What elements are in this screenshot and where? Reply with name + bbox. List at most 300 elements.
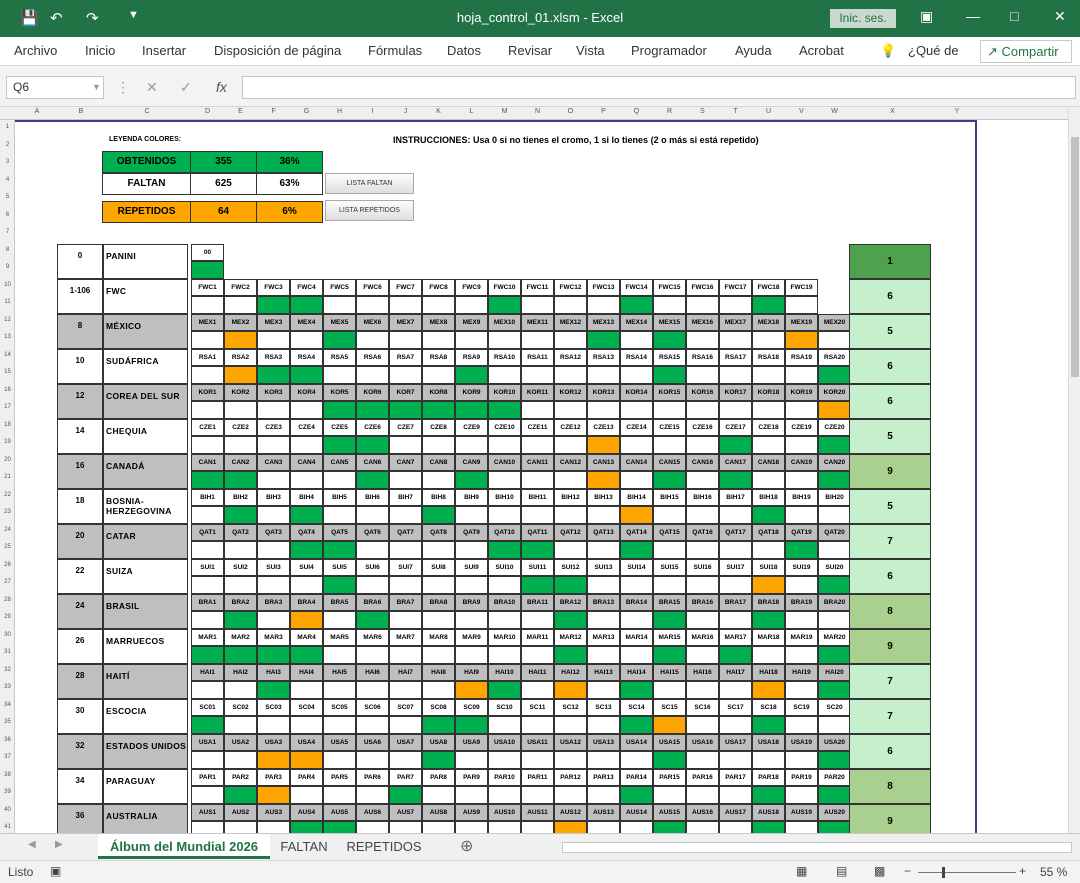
sticker-status-cell[interactable] — [719, 296, 752, 314]
column-header[interactable]: F — [271, 108, 276, 115]
row-header[interactable]: 27 — [4, 579, 11, 585]
sticker-status-cell[interactable] — [686, 576, 719, 594]
sticker-status-cell[interactable] — [389, 401, 422, 419]
sticker-status-cell[interactable] — [620, 471, 653, 489]
sticker-status-cell[interactable] — [521, 401, 554, 419]
sticker-status-cell[interactable] — [686, 506, 719, 524]
sticker-status-cell[interactable] — [257, 716, 290, 734]
sticker-status-cell[interactable] — [620, 821, 653, 833]
sticker-status-cell[interactable] — [587, 716, 620, 734]
tab-inicio[interactable]: Inicio — [85, 43, 116, 58]
sticker-status-cell[interactable] — [653, 366, 686, 384]
row-header[interactable]: 4 — [5, 176, 10, 183]
sticker-status-cell[interactable] — [785, 716, 818, 734]
sticker-status-cell[interactable] — [422, 576, 455, 594]
sticker-status-cell[interactable] — [422, 646, 455, 664]
sticker-status-cell[interactable] — [752, 506, 785, 524]
sticker-status-cell[interactable] — [785, 401, 818, 419]
column-header[interactable]: N — [534, 108, 541, 115]
sticker-status-cell[interactable] — [521, 681, 554, 699]
sticker-status-cell[interactable] — [521, 331, 554, 349]
sticker-status-cell[interactable] — [191, 681, 224, 699]
sticker-status-cell[interactable] — [587, 436, 620, 454]
sticker-status-cell[interactable] — [752, 646, 785, 664]
tab-programador[interactable]: Programador — [631, 43, 707, 58]
sticker-status-cell[interactable] — [191, 786, 224, 804]
sticker-status-cell[interactable] — [554, 401, 587, 419]
sticker-status-cell[interactable] — [257, 506, 290, 524]
normal-view-icon[interactable]: ▦ — [796, 864, 808, 878]
sticker-status-cell[interactable] — [224, 471, 257, 489]
sticker-status-cell[interactable] — [818, 436, 851, 454]
tab-datos[interactable]: Datos — [447, 43, 481, 58]
sticker-status-cell[interactable] — [653, 751, 686, 769]
sticker-status-cell[interactable] — [455, 296, 488, 314]
sticker-status-cell[interactable] — [257, 821, 290, 833]
sticker-status-cell[interactable] — [191, 576, 224, 594]
tab-formulas[interactable]: Fórmulas — [368, 43, 423, 58]
sticker-status-cell[interactable] — [818, 681, 851, 699]
sticker-status-cell[interactable] — [686, 331, 719, 349]
sticker-status-cell[interactable] — [455, 436, 488, 454]
row-header[interactable]: 16 — [4, 386, 11, 393]
sticker-status-cell[interactable] — [191, 716, 224, 734]
row-header[interactable]: 36 — [4, 736, 11, 743]
row-header[interactable]: 40 — [4, 806, 11, 813]
tab-acrobat[interactable]: Acrobat — [799, 43, 844, 58]
sticker-status-cell[interactable] — [653, 471, 686, 489]
tab-disposicion[interactable]: Disposición de página — [214, 43, 342, 58]
sticker-status-cell[interactable] — [191, 296, 224, 314]
column-header[interactable]: E — [238, 108, 243, 115]
sticker-status-cell[interactable] — [488, 331, 521, 349]
column-header[interactable]: L — [469, 108, 474, 115]
sticker-status-cell[interactable] — [521, 646, 554, 664]
sticker-status-cell[interactable] — [620, 576, 653, 594]
minimize-icon[interactable]: — — [966, 8, 980, 24]
save-icon[interactable]: 💾 — [20, 10, 39, 27]
sticker-status-cell[interactable] — [257, 646, 290, 664]
sticker-status-cell[interactable] — [290, 506, 323, 524]
sticker-status-cell[interactable] — [488, 366, 521, 384]
sticker-status-cell[interactable] — [290, 681, 323, 699]
sticker-status-cell[interactable] — [191, 506, 224, 524]
sticker-status-cell[interactable] — [719, 576, 752, 594]
sticker-status-cell[interactable] — [455, 401, 488, 419]
sticker-status-cell[interactable] — [389, 576, 422, 594]
sticker-status-cell[interactable] — [290, 541, 323, 559]
sticker-status-cell[interactable] — [422, 366, 455, 384]
sticker-status-cell[interactable] — [686, 366, 719, 384]
sticker-status-cell[interactable] — [521, 506, 554, 524]
sticker-status-cell[interactable] — [554, 611, 587, 629]
column-header[interactable]: K — [436, 108, 441, 115]
sticker-status-cell[interactable] — [818, 751, 851, 769]
sticker-status-cell[interactable] — [521, 611, 554, 629]
sticker-status-cell[interactable] — [356, 716, 389, 734]
sticker-status-cell[interactable] — [686, 611, 719, 629]
sticker-status-cell[interactable] — [356, 331, 389, 349]
sticker-status-cell[interactable] — [620, 296, 653, 314]
sticker-status-cell[interactable] — [686, 471, 719, 489]
sticker-status-cell[interactable] — [719, 506, 752, 524]
sticker-status-cell[interactable] — [587, 611, 620, 629]
sticker-status-cell[interactable] — [587, 366, 620, 384]
sticker-status-cell[interactable] — [422, 821, 455, 833]
sticker-status-cell[interactable] — [323, 296, 356, 314]
vertical-scrollbar[interactable] — [1068, 107, 1080, 833]
sticker-status-cell[interactable] — [620, 646, 653, 664]
share-button[interactable] — [980, 40, 1072, 63]
sticker-status-cell[interactable] — [422, 401, 455, 419]
column-header[interactable]: Y — [954, 108, 960, 115]
sticker-status-cell[interactable] — [455, 331, 488, 349]
row-header[interactable]: 8 — [5, 246, 10, 253]
sticker-status-cell[interactable] — [653, 401, 686, 419]
sticker-status-cell[interactable] — [389, 366, 422, 384]
sticker-status-cell[interactable] — [455, 611, 488, 629]
zoom-level[interactable]: 55 % — [1040, 865, 1068, 879]
zoom-in-icon[interactable]: + — [1019, 864, 1027, 878]
sticker-status-cell[interactable] — [521, 786, 554, 804]
sticker-status-cell[interactable] — [191, 751, 224, 769]
sticker-status-cell[interactable] — [719, 541, 752, 559]
sticker-status-cell[interactable] — [422, 716, 455, 734]
insert-function-icon[interactable]: fx — [216, 79, 227, 95]
sticker-status-cell[interactable] — [686, 821, 719, 833]
sticker-status-cell[interactable] — [719, 786, 752, 804]
column-header[interactable]: G — [303, 108, 310, 115]
row-header[interactable]: 20 — [4, 456, 11, 463]
lista-faltan-button[interactable]: LISTA FALTAN — [325, 173, 414, 194]
add-sheet-icon[interactable]: ⊕ — [460, 838, 474, 855]
sticker-status-cell[interactable] — [818, 541, 851, 559]
sticker-status-cell[interactable] — [455, 506, 488, 524]
sticker-status-cell[interactable] — [554, 681, 587, 699]
sticker-status-cell[interactable] — [422, 541, 455, 559]
sticker-status-cell[interactable] — [488, 506, 521, 524]
sticker-status-cell[interactable] — [653, 296, 686, 314]
tab-ayuda[interactable]: Ayuda — [735, 43, 772, 58]
column-header[interactable]: Q — [633, 108, 640, 115]
sticker-status-cell[interactable] — [719, 436, 752, 454]
sticker-status-cell[interactable] — [818, 611, 851, 629]
sticker-status-cell[interactable] — [323, 541, 356, 559]
sheet-tab-album[interactable]: Álbum del Mundial 2026 — [98, 834, 270, 859]
sticker-status-cell[interactable] — [653, 681, 686, 699]
sticker-status-cell[interactable] — [224, 786, 257, 804]
sticker-status-cell[interactable] — [356, 611, 389, 629]
row-header[interactable]: 30 — [4, 631, 11, 638]
sticker-status-cell[interactable] — [686, 541, 719, 559]
sticker-status-cell[interactable] — [224, 646, 257, 664]
sticker-status-cell[interactable] — [785, 296, 818, 314]
sticker-status-cell[interactable] — [785, 611, 818, 629]
sticker-status-cell[interactable] — [587, 506, 620, 524]
sticker-status-cell[interactable] — [488, 821, 521, 833]
sticker-status-cell[interactable] — [455, 646, 488, 664]
sticker-status-cell[interactable] — [422, 681, 455, 699]
next-sheet-icon[interactable]: ▶ — [55, 839, 63, 850]
sticker-status-cell[interactable] — [389, 471, 422, 489]
row-header[interactable]: 25 — [4, 544, 11, 550]
sticker-status-cell[interactable] — [290, 366, 323, 384]
sticker-status-cell[interactable] — [224, 716, 257, 734]
sticker-status-cell[interactable] — [356, 506, 389, 524]
sticker-status-cell[interactable] — [719, 366, 752, 384]
sticker-status-cell[interactable] — [752, 436, 785, 454]
sticker-status-cell[interactable] — [752, 576, 785, 594]
sticker-status-cell[interactable] — [455, 681, 488, 699]
undo-icon[interactable]: ↶ — [50, 10, 63, 27]
page-layout-icon[interactable]: ▤ — [836, 864, 848, 878]
sticker-status-cell[interactable] — [422, 436, 455, 454]
sticker-status-cell[interactable] — [521, 576, 554, 594]
sheet-tab-faltan[interactable]: FALTAN — [280, 839, 328, 854]
row-header[interactable]: 23 — [4, 509, 11, 515]
sticker-status-cell[interactable] — [224, 436, 257, 454]
sticker-status-cell[interactable] — [752, 541, 785, 559]
sticker-status-cell[interactable] — [290, 786, 323, 804]
sticker-status-cell[interactable] — [191, 366, 224, 384]
sticker-status-cell[interactable] — [191, 541, 224, 559]
sticker-status-cell[interactable] — [554, 576, 587, 594]
column-header[interactable]: T — [733, 108, 738, 115]
lista-repetidos-button[interactable]: LISTA REPETIDOS — [325, 200, 414, 221]
sticker-status-cell[interactable] — [620, 611, 653, 629]
sticker-status-cell[interactable] — [323, 786, 356, 804]
row-header[interactable]: 10 — [4, 281, 11, 288]
sticker-status-cell[interactable] — [653, 436, 686, 454]
cancel-icon[interactable]: ✕ — [146, 79, 158, 95]
row-header[interactable]: 33 — [4, 684, 11, 690]
sticker-status-cell[interactable] — [224, 611, 257, 629]
sticker-status-cell[interactable] — [554, 331, 587, 349]
sticker-status-cell[interactable] — [389, 436, 422, 454]
name-box[interactable]: Q6 — [6, 76, 104, 99]
row-header[interactable]: 29 — [4, 614, 11, 620]
sticker-status-cell[interactable] — [554, 821, 587, 833]
sticker-status-cell[interactable] — [191, 646, 224, 664]
sticker-status-cell[interactable] — [224, 506, 257, 524]
sticker-status-cell[interactable] — [356, 786, 389, 804]
sticker-status-cell[interactable] — [587, 331, 620, 349]
sticker-status-cell[interactable] — [224, 296, 257, 314]
sticker-status-cell[interactable] — [785, 646, 818, 664]
sticker-status-cell[interactable] — [587, 541, 620, 559]
sticker-status-cell[interactable] — [488, 681, 521, 699]
sticker-status-cell[interactable] — [785, 821, 818, 833]
sticker-status-cell[interactable] — [719, 821, 752, 833]
sticker-status-cell[interactable] — [785, 436, 818, 454]
sticker-status-cell[interactable] — [356, 751, 389, 769]
ribbon-display-icon[interactable]: ▣ — [920, 8, 934, 24]
tab-revisar[interactable]: Revisar — [508, 43, 553, 58]
sticker-status-cell[interactable] — [290, 296, 323, 314]
sticker-status-cell[interactable] — [191, 436, 224, 454]
row-header[interactable]: 13 — [4, 334, 11, 340]
column-header[interactable]: H — [336, 108, 343, 115]
sticker-status-cell[interactable] — [488, 576, 521, 594]
sticker-status-cell[interactable] — [686, 646, 719, 664]
sticker-status-cell[interactable] — [422, 471, 455, 489]
sticker-status-cell[interactable] — [653, 646, 686, 664]
sticker-status-cell[interactable] — [323, 646, 356, 664]
sticker-status-cell[interactable] — [719, 401, 752, 419]
sticker-status-cell[interactable] — [620, 401, 653, 419]
sticker-status-cell[interactable] — [785, 366, 818, 384]
sticker-status-cell[interactable] — [455, 751, 488, 769]
row-header[interactable]: 32 — [4, 666, 11, 673]
column-header[interactable]: B — [78, 108, 84, 115]
sticker-status-cell[interactable] — [686, 401, 719, 419]
sticker-status-cell[interactable] — [356, 471, 389, 489]
sticker-status-cell[interactable] — [752, 471, 785, 489]
close-icon[interactable]: ✕ — [1054, 8, 1066, 24]
sticker-status-cell[interactable] — [290, 576, 323, 594]
sticker-status-cell[interactable] — [719, 751, 752, 769]
sticker-status-cell[interactable] — [290, 331, 323, 349]
sticker-status-cell[interactable] — [488, 786, 521, 804]
sticker-status-cell[interactable] — [686, 436, 719, 454]
sticker-status-cell[interactable] — [455, 821, 488, 833]
sticker-status-cell[interactable] — [389, 331, 422, 349]
sticker-status-cell[interactable] — [224, 751, 257, 769]
lightbulb-icon[interactable]: 💡 — [880, 43, 897, 58]
sticker-status-cell[interactable] — [785, 471, 818, 489]
sticker-status-cell[interactable] — [587, 786, 620, 804]
sticker-status-cell[interactable] — [620, 786, 653, 804]
sticker-status-cell[interactable] — [422, 611, 455, 629]
sticker-status-cell[interactable] — [455, 576, 488, 594]
sticker-status-cell[interactable] — [389, 611, 422, 629]
row-header[interactable]: 9 — [5, 264, 10, 270]
column-header[interactable]: D — [204, 108, 211, 115]
sticker-status-cell[interactable] — [785, 786, 818, 804]
column-header[interactable]: P — [601, 108, 606, 115]
row-header[interactable]: 11 — [4, 299, 11, 305]
sticker-status-cell[interactable] — [752, 786, 785, 804]
sticker-status-cell[interactable] — [356, 646, 389, 664]
sticker-status-cell[interactable] — [521, 751, 554, 769]
row-header[interactable]: 41 — [4, 824, 11, 830]
prev-sheet-icon[interactable]: ◀ — [28, 839, 36, 850]
sticker-status-cell[interactable] — [455, 471, 488, 489]
column-header[interactable]: J — [403, 108, 408, 115]
sticker-status-cell[interactable] — [290, 716, 323, 734]
sticker-status-cell[interactable] — [818, 506, 851, 524]
sticker-status-cell[interactable] — [323, 506, 356, 524]
sticker-status-cell[interactable] — [785, 331, 818, 349]
sticker-status-cell[interactable] — [488, 751, 521, 769]
sticker-status-cell[interactable] — [191, 261, 224, 279]
enter-icon[interactable]: ✓ — [180, 79, 192, 95]
row-header[interactable]: 24 — [4, 526, 11, 533]
sticker-status-cell[interactable] — [521, 366, 554, 384]
row-header[interactable]: 26 — [4, 561, 11, 568]
sticker-status-cell[interactable] — [290, 611, 323, 629]
column-header[interactable]: M — [501, 108, 508, 115]
sticker-status-cell[interactable] — [488, 471, 521, 489]
sticker-status-cell[interactable] — [389, 681, 422, 699]
sticker-status-cell[interactable] — [356, 401, 389, 419]
sticker-status-cell[interactable] — [389, 716, 422, 734]
sticker-status-cell[interactable] — [455, 786, 488, 804]
sticker-status-cell[interactable] — [587, 646, 620, 664]
sticker-status-cell[interactable] — [455, 716, 488, 734]
row-header[interactable]: 14 — [4, 351, 11, 358]
sticker-status-cell[interactable] — [191, 471, 224, 489]
sticker-status-cell[interactable] — [323, 401, 356, 419]
horizontal-scrollbar[interactable] — [562, 842, 1072, 853]
sticker-status-cell[interactable] — [356, 821, 389, 833]
sticker-status-cell[interactable] — [224, 681, 257, 699]
sticker-status-cell[interactable] — [290, 471, 323, 489]
column-header[interactable]: C — [144, 108, 150, 115]
sticker-status-cell[interactable] — [356, 436, 389, 454]
sticker-status-cell[interactable] — [455, 541, 488, 559]
sticker-status-cell[interactable] — [422, 331, 455, 349]
sticker-status-cell[interactable] — [224, 331, 257, 349]
sticker-status-cell[interactable] — [554, 436, 587, 454]
sticker-status-cell[interactable] — [686, 786, 719, 804]
sticker-status-cell[interactable] — [356, 366, 389, 384]
sticker-status-cell[interactable] — [785, 576, 818, 594]
column-header[interactable]: W — [831, 108, 838, 115]
sticker-status-cell[interactable] — [191, 821, 224, 833]
sticker-status-cell[interactable] — [653, 541, 686, 559]
sticker-status-cell[interactable] — [719, 331, 752, 349]
column-header[interactable]: U — [765, 108, 772, 115]
row-header[interactable]: 37 — [4, 754, 11, 760]
sticker-status-cell[interactable] — [488, 541, 521, 559]
sticker-status-cell[interactable] — [587, 821, 620, 833]
column-header[interactable]: O — [567, 108, 574, 115]
sticker-status-cell[interactable] — [290, 436, 323, 454]
sticker-status-cell[interactable] — [257, 611, 290, 629]
sticker-status-cell[interactable] — [224, 821, 257, 833]
sticker-status-cell[interactable] — [752, 681, 785, 699]
sticker-status-cell[interactable] — [554, 786, 587, 804]
sticker-status-cell[interactable] — [686, 296, 719, 314]
row-header[interactable]: 1 — [5, 124, 10, 130]
sticker-status-cell[interactable] — [752, 821, 785, 833]
sticker-status-cell[interactable] — [323, 436, 356, 454]
sticker-status-cell[interactable] — [587, 751, 620, 769]
sticker-status-cell[interactable] — [389, 506, 422, 524]
sticker-status-cell[interactable] — [323, 331, 356, 349]
scroll-thumb[interactable] — [1071, 137, 1079, 377]
sticker-status-cell[interactable] — [389, 646, 422, 664]
sticker-status-cell[interactable] — [818, 786, 851, 804]
sticker-status-cell[interactable] — [323, 366, 356, 384]
sticker-status-cell[interactable] — [818, 716, 851, 734]
row-header[interactable]: 21 — [4, 474, 11, 480]
row-header[interactable]: 39 — [4, 789, 11, 795]
sticker-status-cell[interactable] — [686, 681, 719, 699]
sticker-status-cell[interactable] — [323, 611, 356, 629]
sticker-status-cell[interactable] — [257, 541, 290, 559]
sticker-status-cell[interactable] — [686, 716, 719, 734]
sticker-status-cell[interactable] — [224, 366, 257, 384]
sticker-status-cell[interactable] — [323, 681, 356, 699]
column-header[interactable]: A — [34, 108, 40, 115]
row-header[interactable]: 34 — [4, 701, 11, 708]
row-header[interactable]: 15 — [4, 369, 11, 375]
customize-qat-icon[interactable]: ▼ — [128, 9, 139, 21]
zoom-out-icon[interactable]: − — [904, 864, 912, 878]
sticker-status-cell[interactable] — [785, 681, 818, 699]
